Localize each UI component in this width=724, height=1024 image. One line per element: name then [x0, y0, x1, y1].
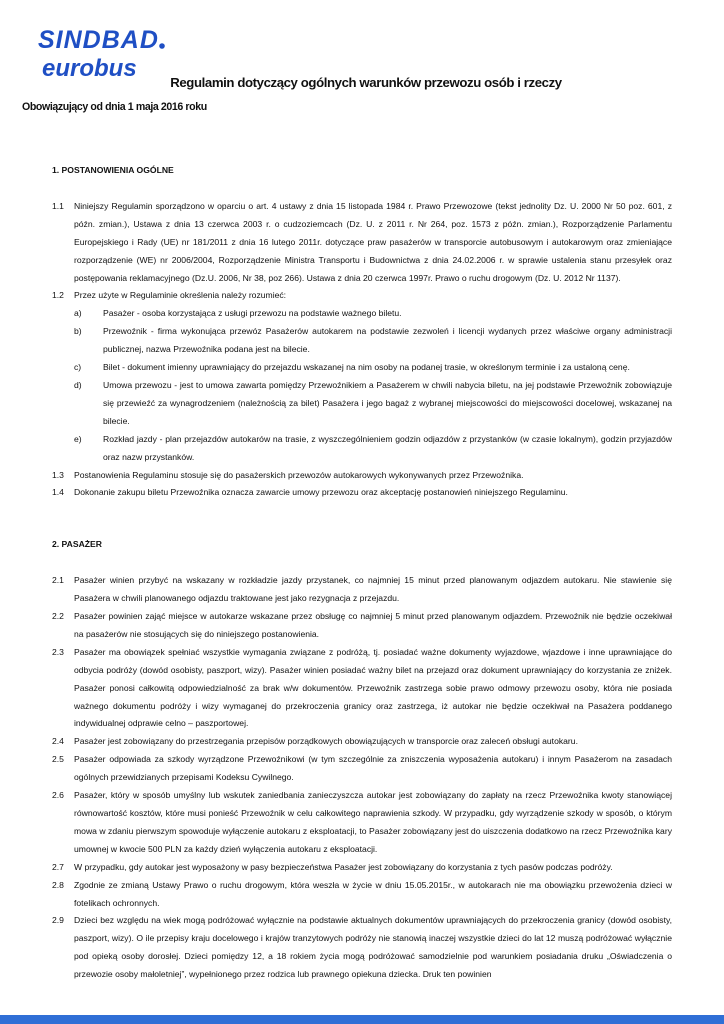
definition-text: Bilet - dokument imienny uprawniający do przejazdu wskazanej na nim osoby na podanej trasie, w określonym terminie i za ustaloną cenę. [103, 362, 630, 373]
paragraph-number: 2.3 [52, 646, 64, 657]
paragraph-text: W przypadku, gdy autokar jest wyposażony w pasy bezpieczeństwa Pasażer jest zobowiązany do korzystania z tych pasów podczas podróży. [74, 861, 613, 872]
paragraph-number: 2.6 [52, 790, 64, 801]
paragraph-text: Pasażer jest zobowiązany do przestrzegania przepisów porządkowych obowiązujących w transporcie oraz zaleceń obsługi autokaru. [74, 736, 578, 747]
paragraph-text: Dokonanie zakupu biletu Przewoźnika oznacza zawarcie umowy przewozu oraz akceptację postanowień niniejszego Regulaminu. [74, 487, 568, 498]
section-2-heading: 2. PASAŻER [52, 539, 102, 550]
document-subtitle: Obowiązujący od dnia 1 maja 2016 roku [22, 101, 207, 113]
section-1-heading: 1. POSTANOWIENIA OGÓLNE [52, 165, 174, 175]
paragraph-text: Pasażer odpowiada za szkody wyrządzone Przewoźnikowi (w tym szczególnie za zniszczenia wyposażenia autokaru) i innym Pasażerom na zasadach ogólnych przewidzianych przepisami Kodeksu Cywilnego. [74, 754, 672, 783]
definition-letter: d) [74, 379, 82, 390]
paragraph-text: Przez użyte w Regulaminie określenia należy rozumieć: [74, 290, 287, 301]
paragraph-text: Dzieci bez względu na wiek mogą podróżować wyłącznie na podstawie aktualnych dokumentów uprawniających do przekroczenia granicy (dowód osobisty, paszport, wizy). O ile przepisy kraju docelowego i krajów tranzytowych podróży nie stanowią inaczej wszystkie dzieci do lat 12 muszą podróżować wyłącznie pod opieką osoby dorosłej. Dzieci pomiędzy 12, a 18 rokiem życia mogą podróżować samodzielnie pod warunkiem posiadania druku „Oświadczenia o przewozie osoby małoletniej”, wypełnionego przez rodzica lub prawnego opiekuna dziecka. Druk ten powinien [74, 915, 672, 980]
definition-a [74, 305, 672, 323]
paragraph-2-9 [52, 912, 672, 984]
paragraph-1-3 [52, 467, 672, 485]
paragraph-text: Zgodnie ze zmianą Ustawy Prawo o ruchu drogowym, która weszła w życie w dniu 15.05.2015r., w autokarach nie ma obowiązku przewożenia dzieci w fotelikach ochronnych. [74, 879, 672, 908]
paragraph-2-4 [52, 733, 672, 751]
definition-text: Pasażer - osoba korzystająca z usługi przewozu na podstawie ważnego biletu. [103, 308, 402, 319]
document-title: Regulamin dotyczący ogólnych warunków przewozu osób i rzeczy [170, 75, 562, 90]
paragraph-text: Pasażer, który w sposób umyślny lub wskutek zaniedbania zanieczyszcza autokar jest zobowiązany do zapłaty na rzecz Przewoźnika kwoty stanowiącej równowartość kosztów, które musi ponieść Przewoźnik w celu całkowitego naprawienia szkody. W przypadku, gdy wyrządzenie szkody w sposób, o którym mowa w zdaniu pierwszym spowoduje wyłączenie autokaru z eksploatacji, to Pasażer zobowiązany jest do uiszczenia dodatkowo na rzecz Przewoźnika kary umownej w kwocie 500 PLN za każdy dzień wyłączenia autokaru z eksploatacji. [74, 790, 672, 854]
paragraph-2-1 [52, 572, 672, 608]
footer-bar [0, 1015, 724, 1024]
paragraph-number: 1.3 [52, 469, 64, 480]
definition-letter: e) [74, 433, 82, 444]
paragraph-2-6 [52, 787, 672, 859]
definition-text: Przewoźnik - firma wykonująca przewóz Pasażerów autokarem na podstawie zezwoleń i licencji wydanych przez właściwe organy administracji publicznej, nazwa Przewoźnika podana jest na bilecie. [103, 326, 672, 355]
paragraph-text: Postanowienia Regulaminu stosuje się do pasażerskich przewozów autokarowych wykonywanych przez Przewoźnika. [74, 469, 524, 480]
paragraph-number: 2.9 [52, 915, 64, 926]
paragraph-number: 2.2 [52, 611, 64, 622]
paragraph-2-8 [52, 877, 672, 913]
paragraph-number: 1.2 [52, 290, 64, 301]
paragraph-1-4 [52, 484, 672, 502]
paragraph-number: 2.1 [52, 575, 64, 586]
paragraph-1-1 [52, 198, 672, 288]
definition-d [74, 377, 672, 431]
logo-sindbad-text: SINDBAD [38, 26, 159, 54]
paragraph-2-5 [52, 751, 672, 787]
paragraph-1-2 [52, 287, 672, 305]
paragraph-text: Pasażer powinien zająć miejsce w autokarze wskazane przez obsługę co najmniej 5 minut przed planowanym odjazdem. Przewoźnik nie będzie oczekiwał na pasażerów nie stosujących się do niniejszego postanowienia. [74, 611, 672, 639]
paragraph-2-2 [52, 608, 672, 644]
paragraph-number: 2.7 [52, 861, 64, 872]
paragraph-2-3 [52, 644, 672, 734]
definition-e [74, 431, 672, 467]
paragraph-text: Pasażer ma obowiązek spełniać wszystkie wymagania związane z podróżą, tj. posiadać ważne dokumenty wyjazdowe, wjazdowe i inne uprawniające do odbycia podróży (dowód osobisty, paszport, wizy). Pasażer winien posiadać ważny bilet na przejazd oraz dokument uprawniający do korzystania ze zniżek. Pasażer ponosi całkowitą odpowiedzialność za brak w/w dokumentów. Przewoźnik zastrzega sobie prawo odmowy przewozu osoby, która nie posiada ważnego dokumentu podróży i wizy wymaganej do przekroczenia granicy oraz zastrzega, iż autokar nie będzie oczekiwał na Pasażera poddanego indywidualnej odprawie celno – paszportowej. [74, 646, 672, 729]
paragraph-number: 2.4 [52, 736, 64, 747]
definition-c [74, 359, 672, 377]
document-body [52, 162, 672, 984]
paragraph-text: Pasażer winien przybyć na wskazany w rozkładzie jazdy przystanek, co najmniej 15 minut przed planowanym odjazdem autokaru. Nie stawienie się Pasażera w chwili planowanego odjazdu traktowane jest jako rezygnacja z przejazdu. [74, 575, 672, 604]
paragraph-text: Niniejszy Regulamin sporządzono w oparciu o art. 4 ustawy z dnia 15 listopada 1984 r. Prawo Przewozowe (tekst jednolity Dz. U. 2000 Nr 50 poz. 601, z późn. zmian.), Ustawa z dnia 13 czerwca 2003 r. o cudzoziemcach (Dz. U. z 2011 r. Nr 264, poz. 1573 z późn. zmian.), Rozporządzenie Parlamentu Europejskiego i Rady (UE) nr 181/2011 z dnia 16 lutego 2011r. dotyczące praw pasażerów w transporcie autobusowym i autokarowym oraz zmieniające rozporządzenie (WE) nr 2006/2004, Rozporządzenie Ministra Transportu i Budownictwa z dnia 24.02.2006 r. w sprawie ustalenia stanu przesyłek oraz postępowania reklamacyjnego (Dz.U. 2006, Nr 38, poz 266). Ustawa z dnia 20 czerwca 1997r. Prawo o ruchu drogowym (Dz. U. 2012 Nr 1137). [74, 200, 672, 283]
paragraph-number: 1.1 [52, 200, 64, 211]
logo-dot [159, 43, 165, 49]
paragraph-number: 2.5 [52, 754, 64, 765]
logo-eurobus-text: eurobus [42, 55, 137, 82]
definition-b [74, 323, 672, 359]
definition-letter: a) [74, 308, 82, 319]
definition-letter: b) [74, 326, 82, 337]
paragraph-2-7 [52, 859, 672, 877]
definition-text: Rozkład jazdy - plan przejazdów autokarów na trasie, z wyszczególnieniem godzin odjazdów z przystanków (w czasie lokalnym), godzin przyjazdów oraz nazw przystanków. [103, 433, 672, 462]
definition-text: Umowa przewozu - jest to umowa zawarta pomiędzy Przewoźnikiem a Pasażerem w chwili nabycia biletu, na jej podstawie Przewoźnik zobowiązuje się przewieźć za wynagrodzeniem (należnością za bilet) Pasażera i jego bagaż z wybranej miejscowości do miejscowości docelowej, wskazanej na bilecie. [103, 379, 672, 426]
paragraph-number: 1.4 [52, 487, 64, 498]
paragraph-number: 2.8 [52, 879, 64, 890]
definition-letter: c) [74, 362, 82, 373]
